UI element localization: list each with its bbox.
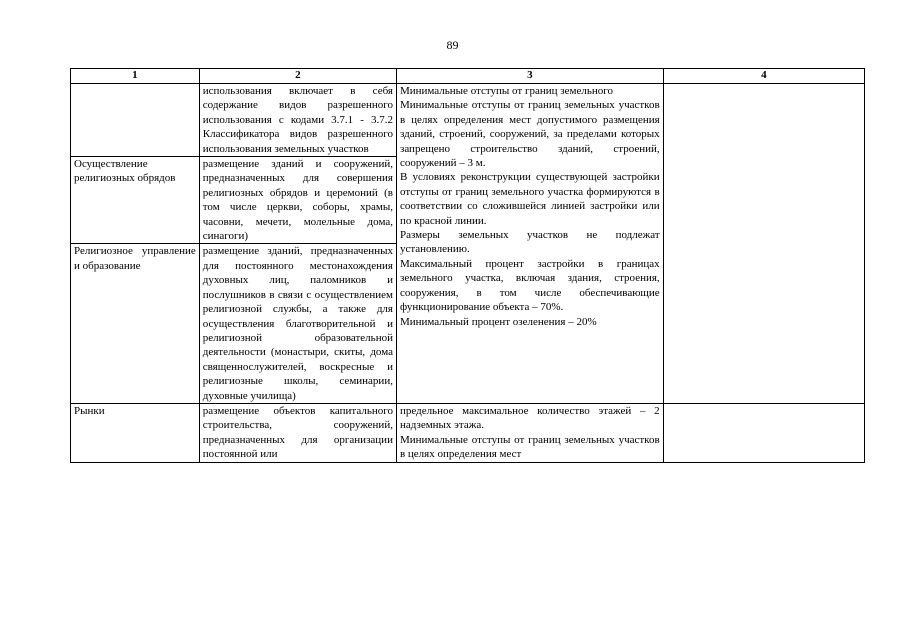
parameters-paragraph: Максимальный процент застройки в границах земельного участка, включая здания, строения, сооружения, в том числе обеспечивающие функционирование объекта – 70%. (399, 257, 660, 314)
parameters-paragraph: предельное максимальное количество этажей – 2 надземных этажа. (399, 404, 660, 432)
column-header: 2 (199, 69, 396, 84)
use-description-cell: размещение зданий и сооружений, предназначенных для совершения религиозных обрядов и церемоний (в том числе церкви, соборы, храмы, часовни, мечети, молельные дома, синагоги) (199, 157, 396, 244)
column-header: 4 (663, 69, 864, 84)
parameters-paragraph: Минимальные отступы от границ земельных участков в целях определения мест (399, 433, 660, 461)
notes-cell (663, 403, 864, 462)
notes-cell (663, 84, 864, 404)
table-row (71, 84, 865, 157)
zoning-table (70, 68, 865, 463)
table-row (71, 403, 865, 462)
parameters-paragraph: Минимальный процент озеленения – 20% (399, 315, 597, 328)
column-header: 3 (396, 69, 663, 84)
use-description-cell: использования включает в себя содержание видов разрешенного использования с кодами 3.7.1 - 3.7.2 Классификатора видов разрешенного использования земельных участков (199, 84, 396, 157)
column-header: 1 (71, 69, 200, 84)
use-type-cell: Религиозное управление и образование (71, 244, 200, 403)
parameters-paragraph: Минимальные отступы от границ земельных участков в целях определения мест допустимого размещения зданий, строений, сооружений, за пределами которых запрещено строительство зданий, строений, сооружений – 3 м. (399, 99, 660, 170)
table-header-row (71, 69, 865, 84)
use-type-cell: Осуществление религиозных обрядов (71, 157, 200, 244)
use-description-cell: размещение объектов капитального строительства, сооружений, предназначенных для организации постоянной или (199, 403, 396, 462)
page-number: 89 (446, 38, 459, 52)
parameters-paragraph: В условиях реконструкции существующей застройки отступы от границ земельного участка формируются в соответствии со сложившейся линией застройки или по красной линии. (399, 171, 660, 227)
parameters-cell (396, 403, 663, 462)
use-type-cell: Рынки (71, 403, 200, 462)
use-type-cell (71, 84, 200, 157)
parameters-paragraph: Минимальные отступы от границ земельного (399, 85, 613, 97)
use-description-cell: размещение зданий, предназначенных для постоянного местонахождения духовных лиц, паломников и послушников в связи с осуществлением религиозной службы, а также для осуществления благотворительной и религиозной образовательной деятельности (монастыри, скиты, дома священнослужителей, воскресные и религиозные школы, семинарии, духовные училища) (199, 244, 396, 403)
parameters-cell (396, 84, 663, 404)
parameters-paragraph: Размеры земельных участков не подлежат установлению. (399, 229, 660, 256)
